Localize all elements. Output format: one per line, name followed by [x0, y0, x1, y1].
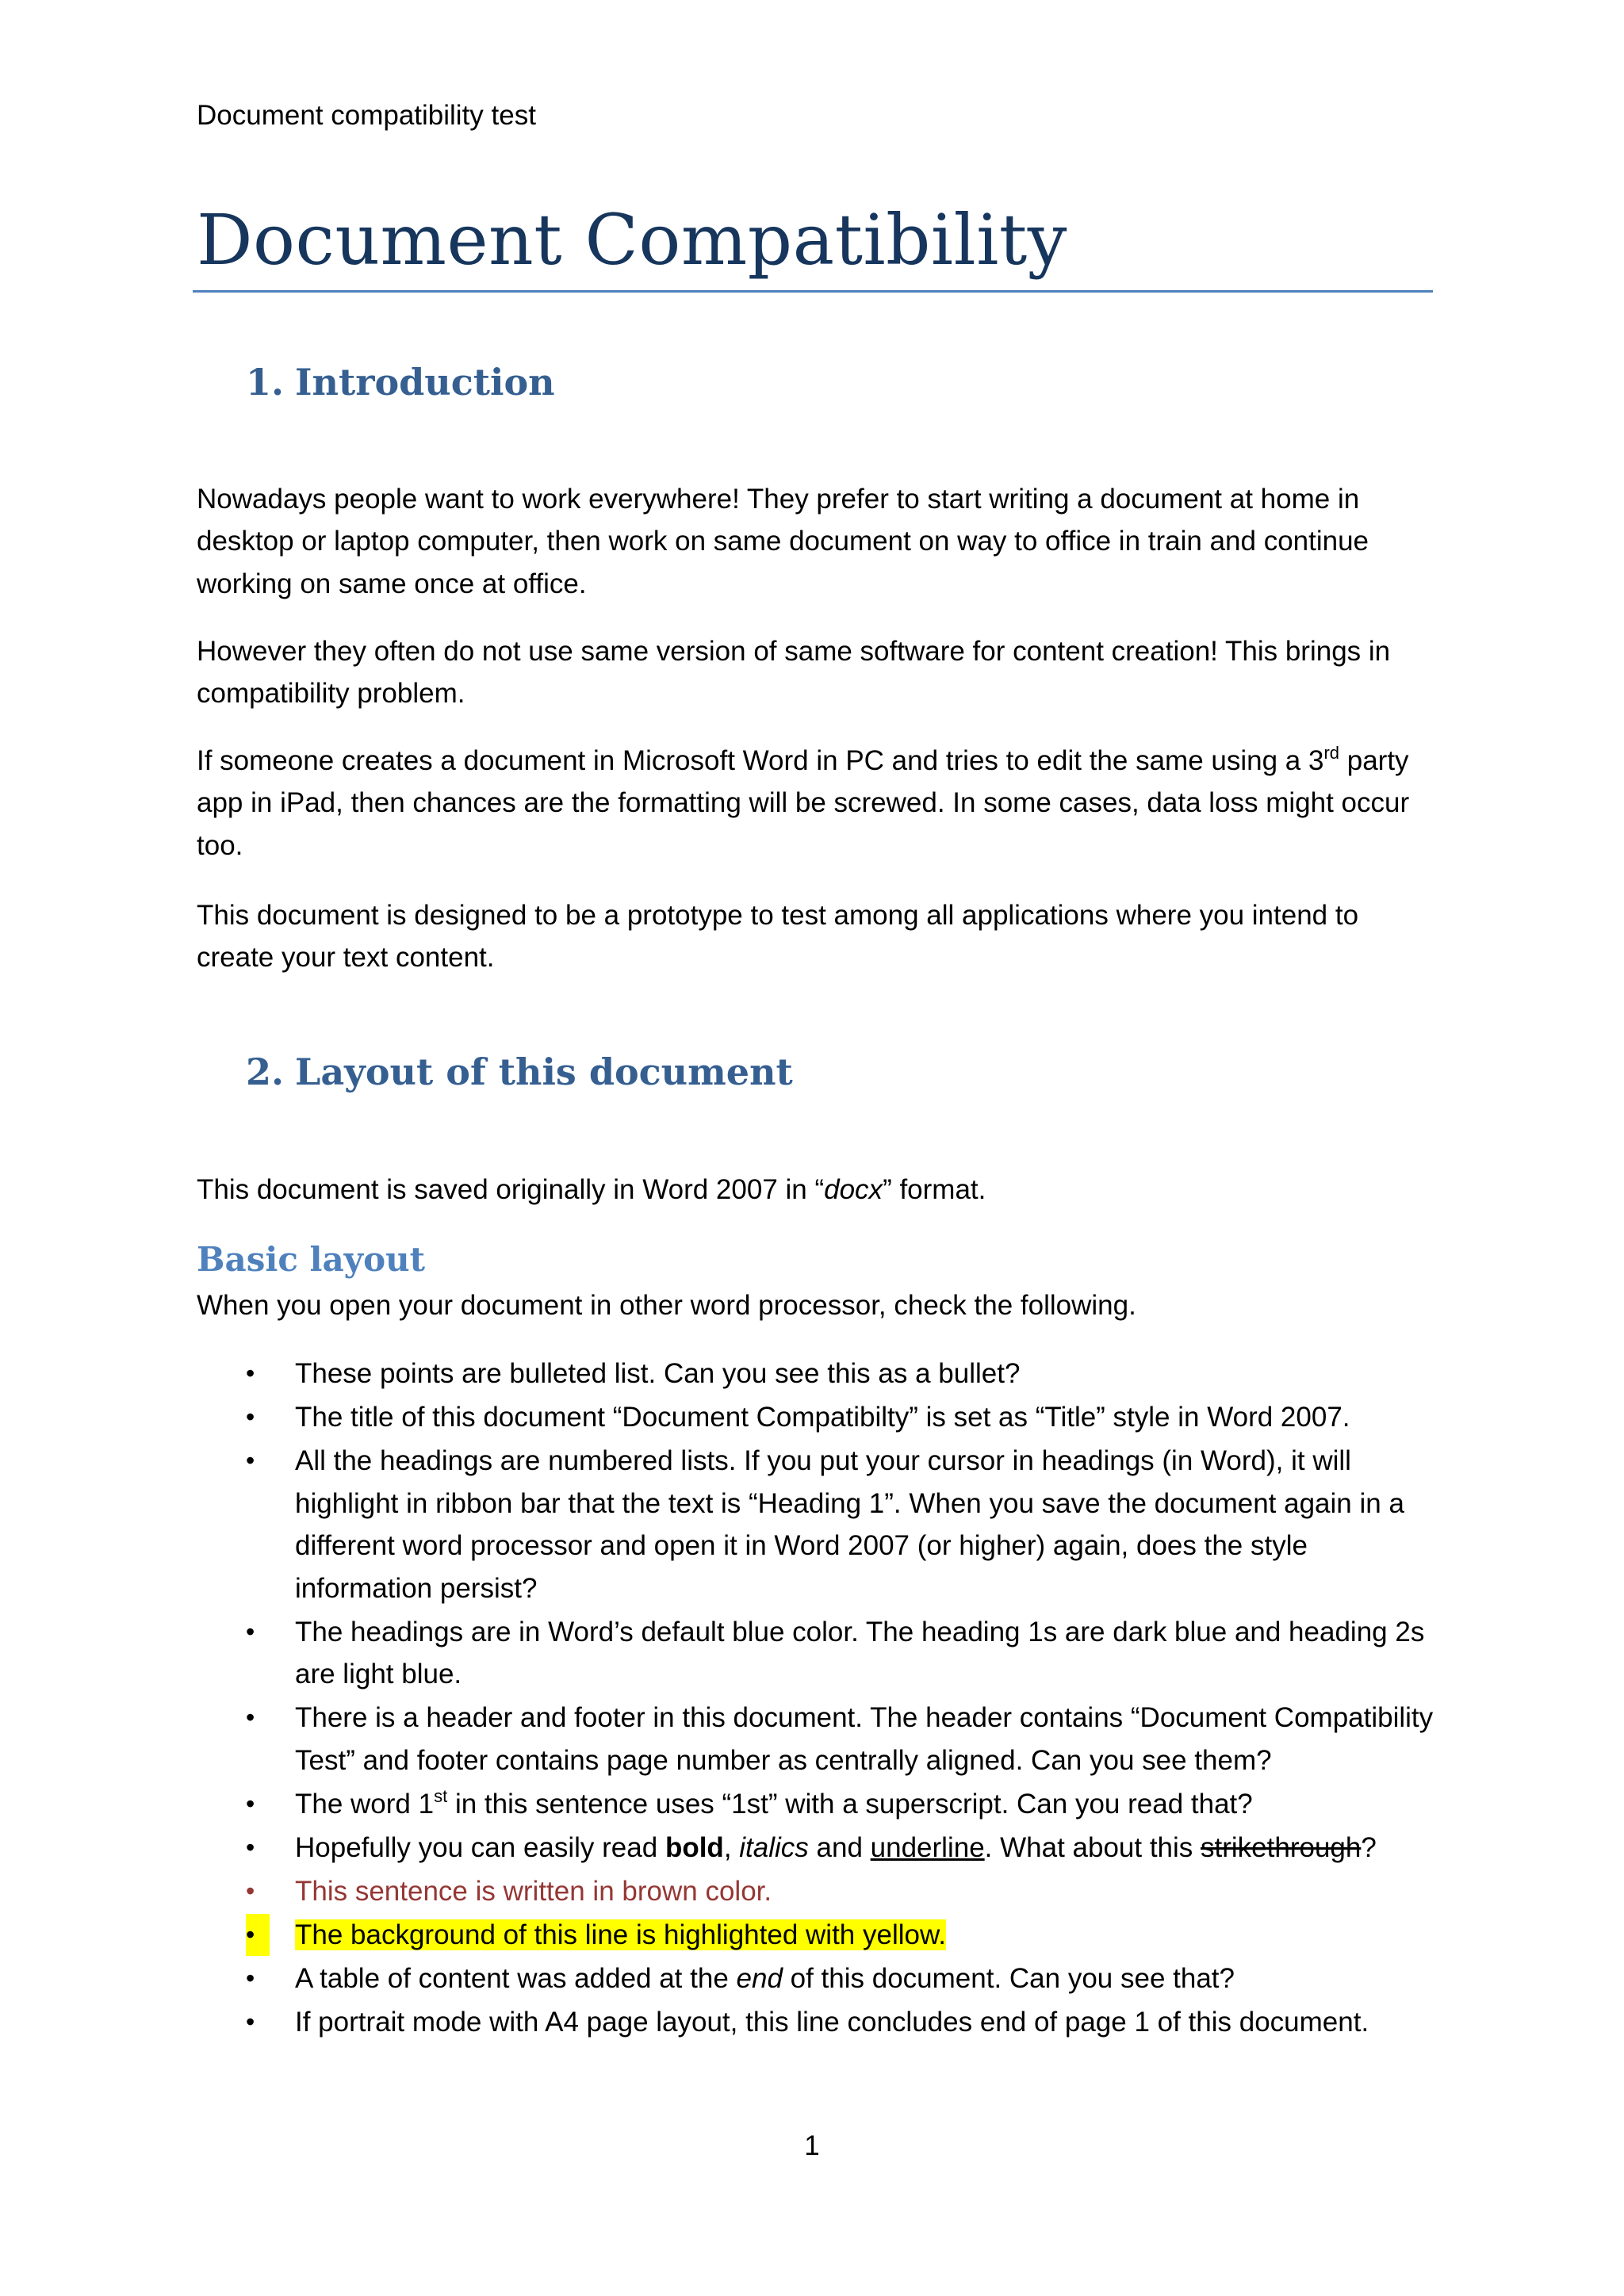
- text-run: ,: [723, 1831, 740, 1863]
- list-item-text: This sentence is written in brown color.: [295, 1875, 772, 1907]
- heading-number: 2.: [246, 1050, 285, 1093]
- strikethrough-text: strikethrough: [1201, 1831, 1362, 1863]
- heading-text: Introduction: [295, 361, 555, 404]
- list-item: [197, 1697, 1450, 1781]
- layout-paragraph-2: When you open your document in other word processor, check the following.: [197, 1290, 1136, 1321]
- list-item-text: If portrait mode with A4 page layout, this line concludes end of page 1 of this document.: [295, 2006, 1369, 2038]
- list-item-text: There is a header and footer in this document. The header contains “Document Compatibility Test” and footer contains page number as centrally aligned. Can you see them?: [295, 1702, 1434, 1776]
- text-run: This document is saved originally in Word 2007 in “: [197, 1174, 825, 1205]
- list-item-brown: [197, 1870, 1450, 1913]
- text-run: and: [808, 1831, 871, 1863]
- superscript-rd: rd: [1323, 743, 1340, 763]
- checklist-bullets: [197, 1353, 1450, 2045]
- list-item: [197, 1957, 1450, 2000]
- bullet-icon: •: [246, 1402, 255, 1431]
- layout-paragraph-1: [197, 1169, 1434, 1211]
- text-run: ” format.: [883, 1174, 986, 1205]
- italic-text: italics: [739, 1831, 809, 1863]
- text-run: . What about this: [984, 1831, 1201, 1863]
- intro-paragraph-2: However they often do not use same version of same software for content creation! This brings in compatibility problem.: [197, 636, 1391, 710]
- bullet-icon: •: [246, 1359, 255, 1387]
- bullet-icon: •: [246, 1446, 255, 1475]
- list-item: [197, 1440, 1450, 1609]
- list-item: [197, 1396, 1450, 1439]
- intro-paragraph-4: This document is designed to be a prototype to test among all applications where you intend to create your text content.: [197, 900, 1359, 974]
- list-item-text: The title of this document “Document Compatibilty” is set as “Title” style in Word 2007.: [295, 1402, 1350, 1433]
- page-number: 1: [804, 2130, 820, 2161]
- heading-layout: [246, 1048, 793, 1096]
- highlighted-text: The background of this line is highlighted with yellow.: [295, 1919, 947, 1950]
- document-title: Document Compatibility: [197, 199, 1067, 281]
- list-item-text: The headings are in Word’s default blue color. The heading 1s are dark blue and heading 2s are light blue.: [295, 1616, 1425, 1689]
- text-run: If someone creates a document in Microsoft Word in PC and tries to edit the same using a 3: [197, 745, 1324, 776]
- text-run: Hopefully you can easily read: [295, 1831, 665, 1863]
- bullet-icon: •: [246, 2007, 255, 2036]
- title-underline-rule: [193, 290, 1433, 293]
- intro-paragraph-3: [197, 740, 1434, 867]
- text-run: of this document. Can you see that?: [782, 1962, 1235, 1994]
- list-item: [197, 2001, 1450, 2044]
- underlined-text: underline: [870, 1831, 985, 1863]
- bullet-icon: •: [246, 1832, 255, 1862]
- italic-text: end: [736, 1962, 783, 1994]
- bullet-icon: •: [246, 1876, 255, 1905]
- bullet-icon: •: [246, 1914, 270, 1957]
- text-run: A table of content was added at the: [295, 1962, 737, 1994]
- intro-paragraph-1: Nowadays people want to work everywhere! They prefer to start writing a document at home in desktop or laptop computer, then work on same document on way to office in train and continue working on same once at office.: [197, 484, 1369, 599]
- bullet-icon: •: [246, 1617, 255, 1646]
- page-header: Document compatibility test: [197, 100, 536, 131]
- list-item: [197, 1353, 1450, 1395]
- text-run: in this sentence uses “1st” with a superscript. Can you read that?: [447, 1788, 1253, 1820]
- bold-text: bold: [665, 1831, 724, 1863]
- list-item: [197, 1783, 1450, 1826]
- heading-text: Layout of this document: [295, 1050, 793, 1093]
- text-run: party app in iPad, then chances are the formatting will be screwed. In some cases, data loss might occur too.: [197, 745, 1410, 861]
- heading-introduction: [246, 358, 555, 406]
- bullet-icon: •: [246, 1963, 255, 1992]
- list-item-text: All the headings are numbered lists. If you put your cursor in headings (in Word), it will highlight in ribbon bar that the text is “Heading 1”. When you save the document again in a different word processor and open it in Word 2007 (or higher) again, does the style information persist?: [295, 1445, 1404, 1604]
- list-item: [197, 1611, 1450, 1696]
- text-run: The word 1: [295, 1788, 435, 1820]
- bullet-icon: •: [246, 1789, 255, 1818]
- subheading-basic-layout: Basic layout: [197, 1240, 426, 1279]
- list-item-highlighted: [197, 1914, 1450, 1957]
- superscript-st: st: [434, 1785, 448, 1806]
- list-item-text: These points are bulleted list. Can you see this as a bullet?: [295, 1358, 1021, 1389]
- text-run: ?: [1361, 1831, 1377, 1863]
- list-item: [197, 1827, 1450, 1869]
- heading-number: 1.: [246, 361, 285, 404]
- italic-text: docx: [824, 1174, 883, 1205]
- bullet-icon: •: [246, 1703, 255, 1732]
